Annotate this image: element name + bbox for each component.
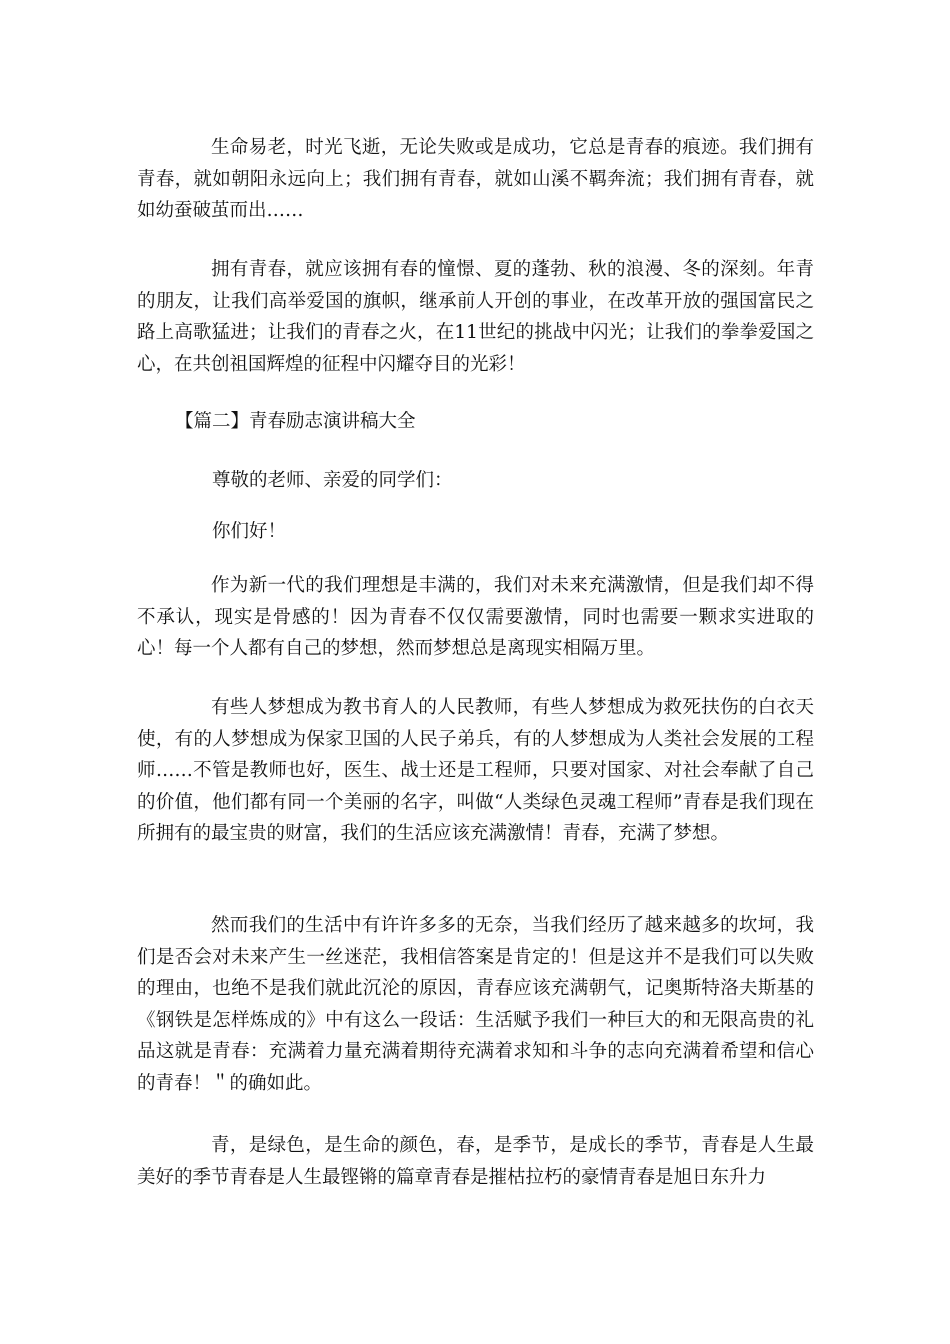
paragraph-youth-traces: 生命易老，时光飞逝，无论失败或是成功，它总是青春的痕迹。我们拥有青春，就如朝阳永远向上；我们拥有青春，就如山溪不羁奔流；我们拥有青春，就如幼蚕破茧而出……	[137, 137, 814, 221]
paragraph-hardships: 然而我们的生活中有许许多多的无奈，当我们经历了越来越多的坎坷，我们是否会对未来产生一丝迷茫，我相信答案是肯定的！但是这并不是我们可以失败的理由，也绝不是我们就此沉沦的原因，青春应该充满朝气，记奥斯特洛夫斯基的《钢铁是怎样炼成的》中有这么一段话：生活赋予我们一种巨大的和无限高贵的礼品这就是青春：充满着力量充满着期待充满着求知和斗争的志向充满着希望和信心的青春！＂的确如此。	[137, 915, 814, 1094]
greeting: 你们好！	[212, 521, 287, 542]
paragraph-dreams: 有些人梦想成为教书育人的人民教师，有些人梦想成为救死扶伤的白衣天使，有的人梦想成为保家卫国的人民子弟兵，有的人梦想成为人类社会发展的工程师……不管是教师也好，医生、战士还是工程师，只要对国家、对社会奉献了自己的价值，他们都有同一个美丽的名字，叫做“人类绿色灵魂工程师”青春是我们现在所拥有的最宝贵的财富，我们的生活应该充满激情！青春，充满了梦想。	[137, 697, 814, 844]
section-heading: 【篇二】青春励志演讲稿大全	[175, 411, 416, 432]
paragraph-ideals: 作为新一代的我们理想是丰满的，我们对未来充满激情，但是我们却不得不承认，现实是骨感的！因为青春不仅仅需要激情，同时也需要一颗求实进取的心！每一个人都有自己的梦想，然而梦想总是离现实相隔万里。	[137, 575, 814, 659]
paragraph-patriotism: 拥有青春，就应该拥有春的憧憬、夏的蓬勃、秋的浪漫、冬的深刻。年青的朋友，让我们高举爱国的旗帜，继承前人开创的事业，在改革开放的强国富民之路上高歌猛进；让我们的青春之火，在11世纪的挑战中闪光；让我们的拳拳爱国之心，在共创祖国辉煌的征程中闪耀夺目的光彩！	[137, 259, 814, 375]
paragraph-green-spring: 青，是绿色，是生命的颜色，春，是季节，是成长的季节，青春是人生最美好的季节青春是人生最铿锵的篇章青春是摧枯拉朽的豪情青春是旭日东升力	[137, 1135, 814, 1188]
salutation: 尊敬的老师、亲爱的同学们：	[212, 470, 453, 491]
